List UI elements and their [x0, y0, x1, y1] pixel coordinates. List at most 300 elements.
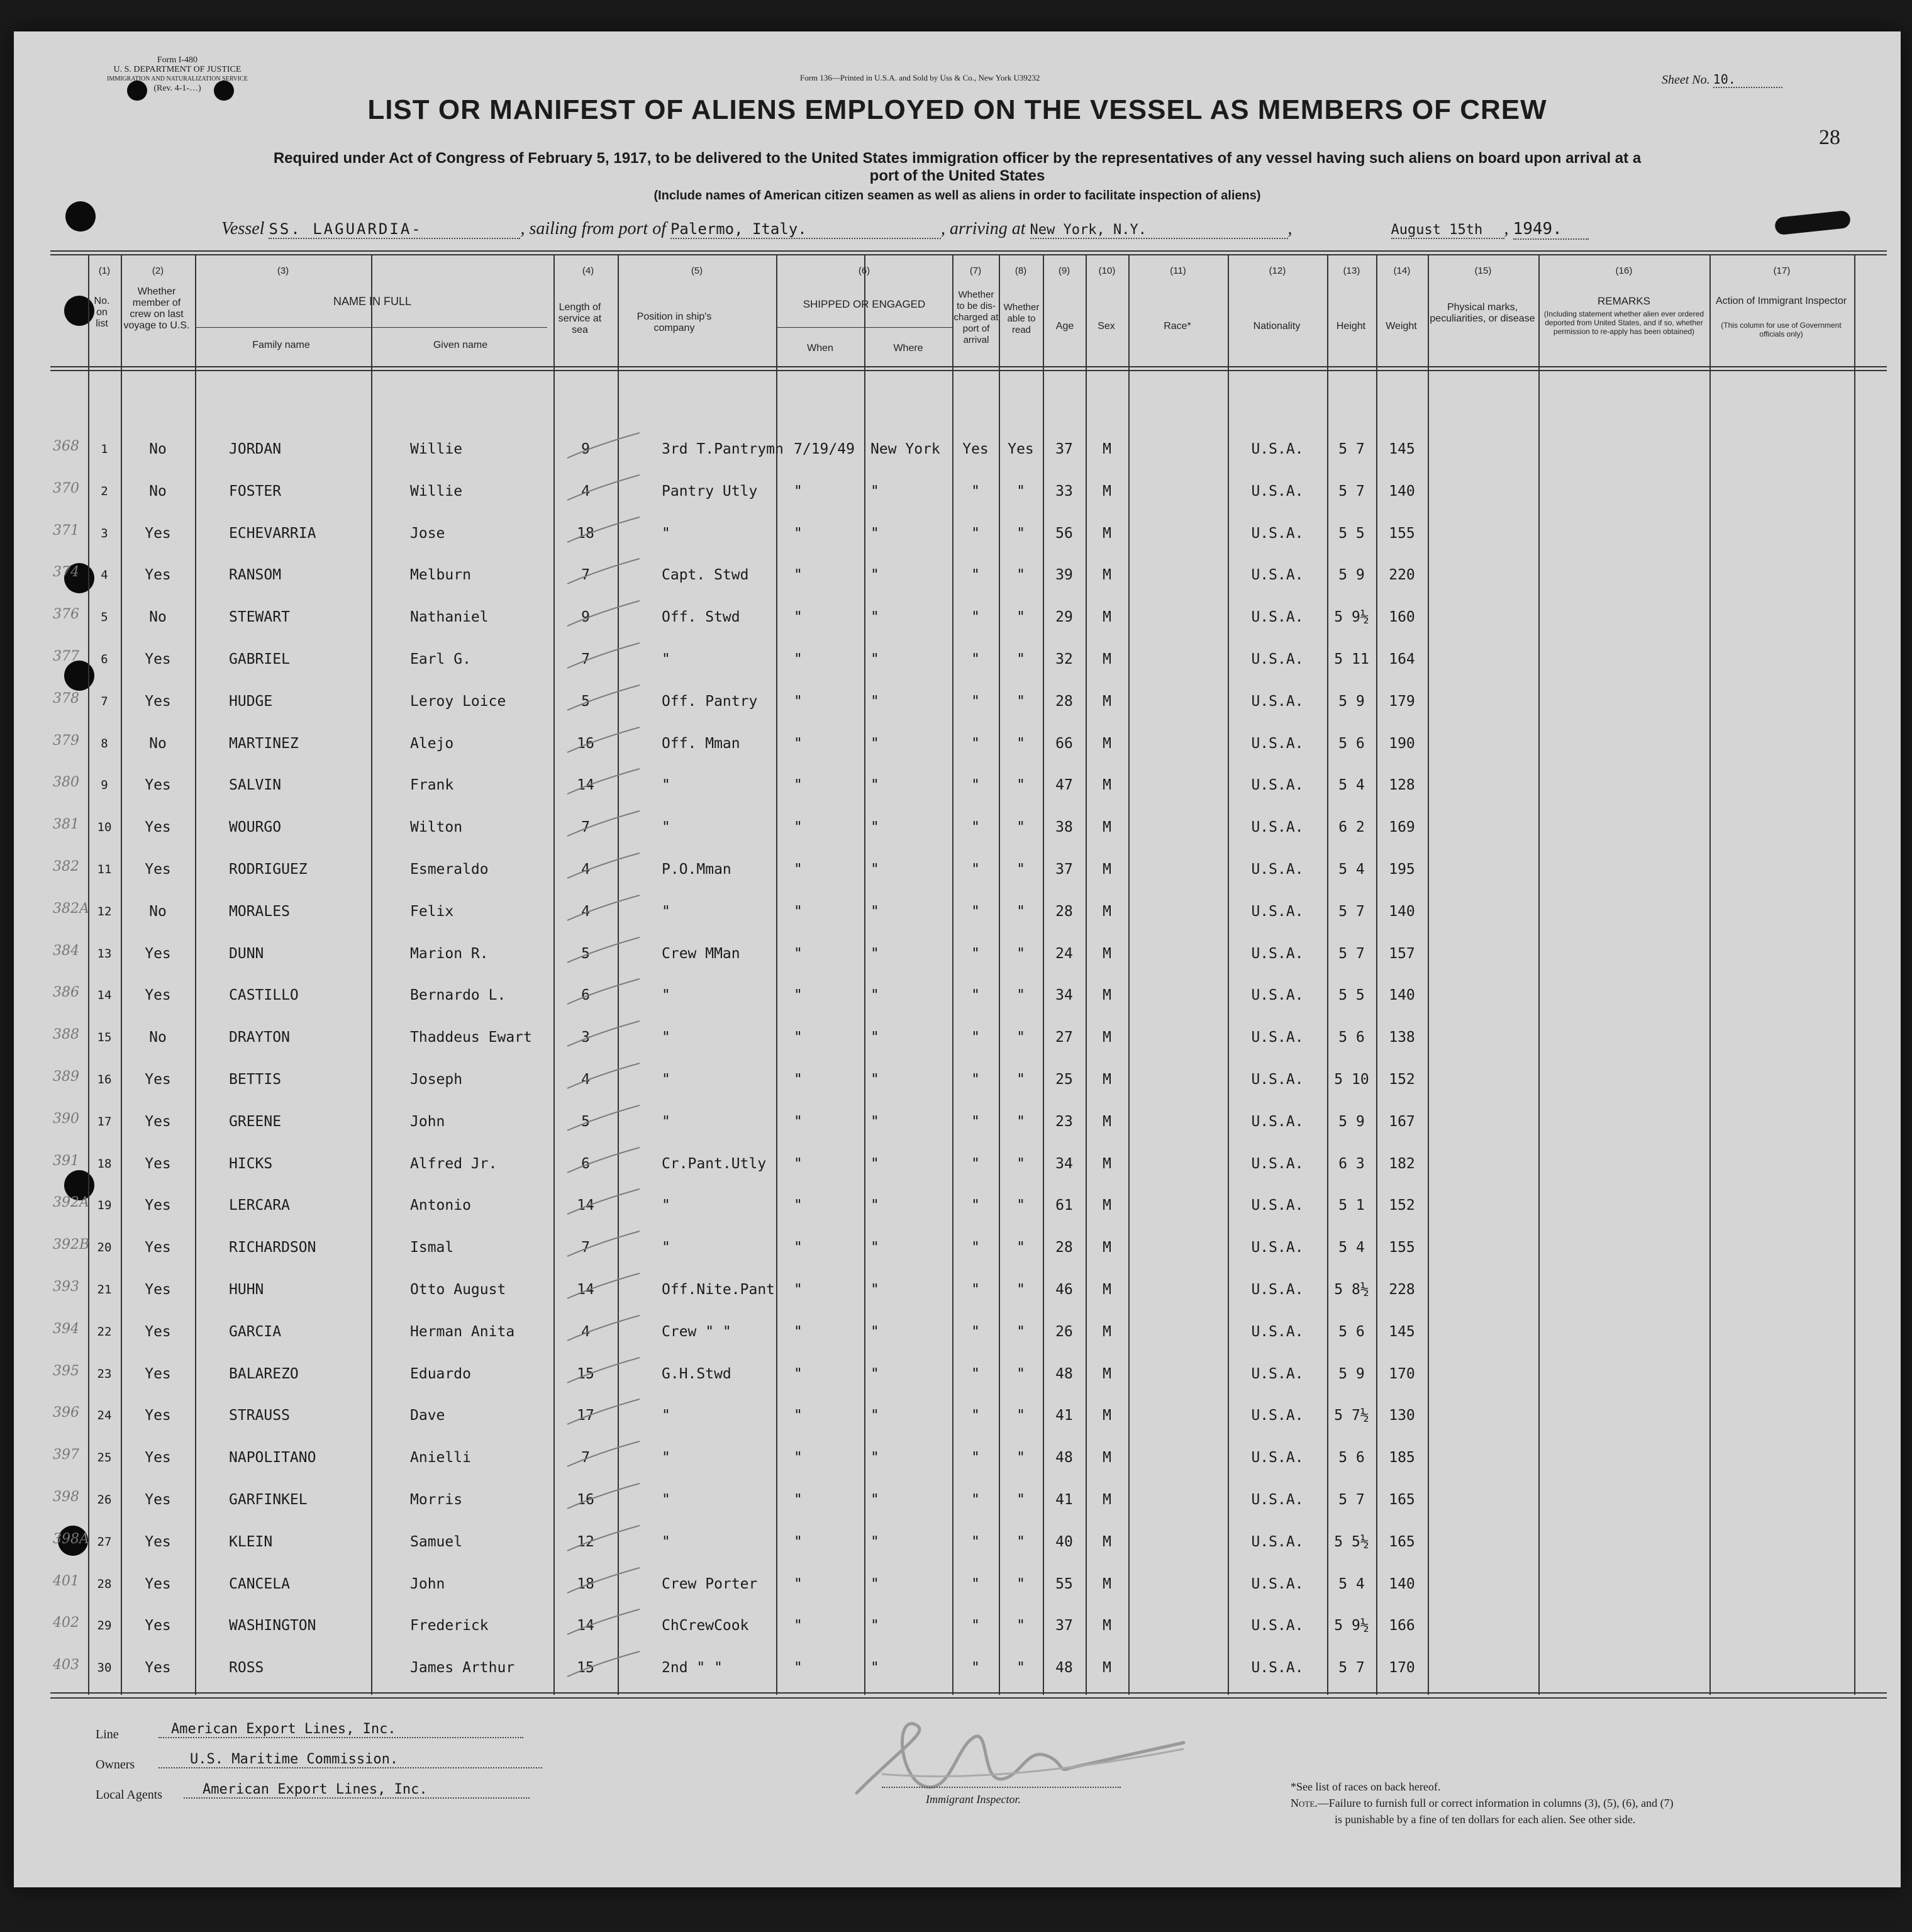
row-shipped-when: " — [794, 1660, 803, 1677]
row-weight: 130 — [1389, 1407, 1415, 1424]
row-able-read: " — [1016, 987, 1025, 1004]
row-number: 23 — [97, 1366, 112, 1381]
row-nationality: U.S.A. — [1251, 1113, 1304, 1130]
row-service-length: 7 — [581, 819, 590, 836]
requirement-line-2: port of the United States — [869, 167, 1045, 184]
row-position: " — [662, 1239, 670, 1256]
note-text: —Failure to furnish full or correct information in columns (3), (5), (6), and (7) — [1317, 1797, 1674, 1809]
row-able-read: " — [1016, 693, 1025, 710]
row-given-name: Felix — [410, 903, 454, 920]
column-rule — [371, 254, 372, 1695]
row-shipped-when: " — [794, 693, 803, 710]
row-family-name: NAPOLITANO — [229, 1449, 316, 1466]
row-discharged: " — [971, 567, 980, 584]
row-number: 25 — [97, 1451, 112, 1465]
row-nationality: U.S.A. — [1251, 777, 1304, 794]
row-family-name: DRAYTON — [229, 1029, 290, 1046]
row-family-name: KLEIN — [229, 1533, 273, 1550]
column-rule — [1043, 254, 1044, 1695]
row-position: " — [662, 651, 670, 667]
row-shipped-when: " — [794, 1323, 803, 1340]
row-age: 47 — [1055, 777, 1073, 794]
row-member: Yes — [145, 1197, 171, 1214]
row-service-length: 7 — [581, 567, 590, 584]
row-sex: M — [1103, 1492, 1111, 1508]
inspector-signature — [831, 1705, 1209, 1806]
row-height: 5 1 — [1338, 1197, 1365, 1214]
row-able-read: " — [1016, 1113, 1025, 1130]
row-sex: M — [1103, 1575, 1111, 1592]
fine-note — [1291, 1797, 1674, 1810]
row-position: " — [662, 1197, 670, 1214]
row-weight: 185 — [1389, 1449, 1415, 1466]
row-nationality: U.S.A. — [1251, 1449, 1304, 1466]
row-height: 5 6 — [1338, 1323, 1365, 1340]
row-shipped-when: " — [794, 1575, 803, 1592]
row-shipped-when: " — [794, 1617, 803, 1634]
row-weight: 179 — [1389, 693, 1415, 710]
row-family-name: ROSS — [229, 1660, 264, 1677]
row-nationality: U.S.A. — [1251, 1575, 1304, 1592]
row-height: 5 8½ — [1334, 1281, 1369, 1298]
row-sex: M — [1103, 1071, 1111, 1088]
row-position: 2nd " " — [662, 1660, 723, 1677]
row-position: Cr.Pant.Utly — [662, 1155, 767, 1172]
row-shipped-where: " — [870, 1113, 879, 1130]
row-age: 24 — [1055, 945, 1073, 962]
row-service-length: 7 — [581, 1449, 590, 1466]
arrival-date: August 15th — [1391, 222, 1504, 239]
row-number: 30 — [97, 1661, 112, 1675]
row-height: 5 4 — [1338, 1239, 1365, 1256]
row-age: 39 — [1055, 567, 1073, 584]
row-sex: M — [1103, 1323, 1111, 1340]
row-family-name: WASHINGTON — [229, 1617, 316, 1634]
row-able-read: Yes — [1008, 441, 1034, 457]
row-shipped-when: " — [794, 1239, 803, 1256]
row-family-name: LERCARA — [229, 1197, 290, 1214]
row-number: 13 — [97, 946, 112, 961]
row-shipped-when: " — [794, 945, 803, 962]
row-height: 5 7 — [1338, 1492, 1365, 1508]
row-pen-number: 379 — [53, 732, 79, 749]
row-member: Yes — [145, 819, 171, 836]
row-nationality: U.S.A. — [1251, 1197, 1304, 1214]
row-number: 26 — [97, 1493, 112, 1507]
row-shipped-where: " — [870, 1071, 879, 1088]
row-able-read: " — [1016, 1281, 1025, 1298]
row-given-name: Melburn — [410, 567, 471, 584]
row-given-name: Herman Anita — [410, 1323, 515, 1340]
row-member: Yes — [145, 1155, 171, 1172]
row-sex: M — [1103, 819, 1111, 836]
row-number: 18 — [97, 1156, 112, 1171]
row-given-name: Antonio — [410, 1197, 471, 1214]
row-pen-number: 396 — [53, 1405, 79, 1421]
row-service-length: 18 — [577, 1575, 594, 1592]
row-shipped-when: " — [794, 1155, 803, 1172]
form-number: Form I-480 — [157, 55, 198, 65]
row-shipped-when: " — [794, 483, 803, 500]
row-member: Yes — [145, 1365, 171, 1382]
row-pen-number: 403 — [53, 1657, 79, 1673]
row-pen-number: 398A — [53, 1531, 89, 1547]
tally-mark — [555, 852, 643, 883]
row-given-name: Alfred Jr. — [410, 1155, 497, 1172]
row-service-length: 18 — [577, 525, 594, 542]
row-position: " — [662, 525, 670, 542]
row-given-name: Frederick — [410, 1617, 489, 1634]
row-sex: M — [1103, 1365, 1111, 1382]
header-where: Where — [893, 343, 923, 354]
departure-port: Palermo, Italy. — [670, 220, 941, 239]
row-number: 5 — [101, 610, 108, 625]
row-shipped-when: " — [794, 1071, 803, 1088]
row-weight: 138 — [1389, 1029, 1415, 1046]
row-number: 15 — [97, 1030, 112, 1045]
row-weight: 228 — [1389, 1281, 1415, 1298]
tally-mark — [555, 1272, 643, 1304]
row-able-read: " — [1016, 1617, 1025, 1634]
row-nationality: U.S.A. — [1251, 1155, 1304, 1172]
column-rule — [1128, 254, 1130, 1695]
header-given-name: Given name — [433, 340, 488, 350]
tally-mark — [555, 936, 643, 968]
row-service-length: 14 — [577, 1617, 594, 1634]
row-discharged: " — [971, 1449, 980, 1466]
row-number: 8 — [101, 736, 108, 751]
row-service-length: 14 — [577, 1197, 594, 1214]
row-position: Off.Nite.Pant — [662, 1281, 775, 1298]
column-number: (16) — [1615, 265, 1633, 276]
row-number: 20 — [97, 1241, 112, 1255]
column-number: (6) — [858, 265, 870, 276]
row-height: 5 6 — [1338, 1029, 1365, 1046]
department: U. S. DEPARTMENT OF JUSTICE — [113, 65, 242, 74]
row-nationality: U.S.A. — [1251, 1492, 1304, 1508]
row-number: 11 — [97, 863, 112, 876]
row-able-read: " — [1016, 777, 1025, 794]
row-member: Yes — [145, 1113, 171, 1130]
column-rule — [195, 254, 196, 1695]
row-pen-number: 382A — [53, 900, 89, 917]
row-service-length: 5 — [581, 693, 590, 710]
row-pen-number: 374 — [53, 564, 79, 581]
row-shipped-when: " — [794, 1492, 803, 1508]
row-given-name: Esmeraldo — [410, 861, 489, 878]
row-number: 21 — [97, 1283, 112, 1297]
row-member: Yes — [145, 1071, 171, 1088]
header-length-service: Length of service at sea — [558, 302, 602, 335]
row-nationality: U.S.A. — [1251, 651, 1304, 667]
row-family-name: FOSTER — [229, 483, 282, 500]
row-height: 5 7½ — [1334, 1407, 1369, 1424]
row-given-name: John — [410, 1575, 445, 1592]
row-position: " — [662, 777, 670, 794]
header-remarks: REMARKS — [1597, 295, 1651, 307]
row-pen-number: 380 — [53, 774, 79, 791]
row-sex: M — [1103, 777, 1111, 794]
row-sex: M — [1103, 1533, 1111, 1550]
row-weight: 145 — [1389, 441, 1415, 457]
row-able-read: " — [1016, 1155, 1025, 1172]
arrival-year: 1949. — [1513, 220, 1589, 240]
column-number: (9) — [1058, 265, 1070, 276]
header-family-name: Family name — [252, 340, 310, 350]
form-id-block — [107, 55, 248, 93]
row-able-read: " — [1016, 651, 1025, 667]
row-pen-number: 394 — [53, 1321, 79, 1337]
row-discharged: " — [971, 777, 980, 794]
row-age: 66 — [1055, 735, 1073, 752]
row-member: Yes — [145, 1239, 171, 1256]
row-pen-number: 368 — [53, 438, 79, 454]
row-shipped-where: " — [870, 1029, 879, 1046]
row-given-name: Willie — [410, 483, 463, 500]
row-pen-number: 384 — [53, 942, 79, 959]
tally-mark — [555, 1524, 643, 1556]
row-shipped-where: " — [870, 1323, 879, 1340]
vessel-name: SS. LAGUARDIA- — [269, 220, 520, 239]
row-number: 6 — [101, 652, 108, 666]
row-given-name: Anielli — [410, 1449, 471, 1466]
column-rule — [1854, 254, 1855, 1695]
row-shipped-when: 7/19/49 — [794, 441, 855, 457]
row-family-name: GREENE — [229, 1113, 282, 1130]
row-shipped-when: " — [794, 819, 803, 836]
row-number: 1 — [101, 442, 108, 456]
row-pen-number: 392A — [53, 1195, 89, 1211]
row-age: 40 — [1055, 1533, 1073, 1550]
row-family-name: STEWART — [229, 609, 290, 626]
row-discharged: " — [971, 1575, 980, 1592]
row-service-length: 14 — [577, 1281, 594, 1298]
row-height: 5 4 — [1338, 777, 1365, 794]
tally-mark — [555, 600, 643, 631]
tally-mark — [555, 1020, 643, 1051]
row-sex: M — [1103, 1029, 1111, 1046]
header-remarks-note: (Including statement whether alien ever ordered deported from United States, and if so, whether permission to re-apply has been obtained) — [1543, 310, 1704, 336]
row-weight: 157 — [1389, 945, 1415, 962]
row-shipped-where: " — [870, 1533, 879, 1550]
row-sex: M — [1103, 1113, 1111, 1130]
row-shipped-where: " — [870, 1575, 879, 1592]
row-given-name: Frank — [410, 777, 454, 794]
row-shipped-where: New York — [870, 441, 940, 457]
row-member: Yes — [145, 945, 171, 962]
row-discharged: " — [971, 525, 980, 542]
row-family-name: STRAUSS — [229, 1407, 290, 1424]
row-height: 5 9 — [1338, 1365, 1365, 1382]
column-rule — [1086, 254, 1087, 1695]
row-height: 5 6 — [1338, 1449, 1365, 1466]
row-height: 5 9 — [1338, 1113, 1365, 1130]
sheet-number-label — [1662, 72, 1782, 88]
row-given-name: Otto August — [410, 1281, 506, 1298]
tally-mark — [555, 810, 643, 841]
row-sex: M — [1103, 483, 1111, 500]
row-height: 5 7 — [1338, 441, 1365, 457]
row-nationality: U.S.A. — [1251, 609, 1304, 626]
row-number: 16 — [97, 1073, 112, 1086]
row-shipped-where: " — [870, 945, 879, 962]
row-able-read: " — [1016, 861, 1025, 878]
row-pen-number: 401 — [53, 1573, 79, 1589]
row-position: Crew MMan — [662, 945, 740, 962]
row-position: " — [662, 1492, 670, 1508]
row-service-length: 5 — [581, 1113, 590, 1130]
row-sex: M — [1103, 987, 1111, 1004]
row-discharged: " — [971, 483, 980, 500]
tally-mark — [555, 432, 643, 463]
row-pen-number: 376 — [53, 606, 79, 623]
row-shipped-where: " — [870, 1617, 879, 1634]
row-discharged: " — [971, 609, 980, 626]
row-discharged: " — [971, 1617, 980, 1634]
row-discharged: " — [971, 1407, 980, 1424]
tally-mark — [555, 516, 643, 547]
row-sex: M — [1103, 525, 1111, 542]
column-number: (5) — [691, 265, 703, 276]
row-shipped-where: " — [870, 1239, 879, 1256]
row-member: No — [149, 483, 167, 500]
row-shipped-when: " — [794, 1407, 803, 1424]
row-age: 48 — [1055, 1660, 1073, 1677]
row-discharged: Yes — [962, 441, 989, 457]
row-member: Yes — [145, 1407, 171, 1424]
tally-mark — [555, 1608, 643, 1639]
row-service-length: 17 — [577, 1407, 594, 1424]
header-age: Age — [1055, 321, 1074, 332]
row-member: Yes — [145, 1492, 171, 1508]
row-member: Yes — [145, 777, 171, 794]
row-shipped-where: " — [870, 693, 879, 710]
row-age: 61 — [1055, 1197, 1073, 1214]
row-family-name: WOURGO — [229, 819, 282, 836]
row-shipped-where: " — [870, 525, 879, 542]
row-able-read: " — [1016, 1575, 1025, 1592]
row-pen-number: 395 — [53, 1363, 79, 1379]
row-nationality: U.S.A. — [1251, 945, 1304, 962]
row-service-length: 7 — [581, 1239, 590, 1256]
row-able-read: " — [1016, 1029, 1025, 1046]
row-nationality: U.S.A. — [1251, 1029, 1304, 1046]
row-family-name: RANSOM — [229, 567, 282, 584]
row-weight: 170 — [1389, 1660, 1415, 1677]
vessel-label: Vessel — [221, 219, 265, 238]
row-pen-number: 390 — [53, 1110, 79, 1127]
row-family-name: JORDAN — [229, 441, 282, 457]
header-nationality: Nationality — [1253, 321, 1301, 332]
page-stamp: 28 — [1819, 126, 1840, 149]
row-age: 46 — [1055, 1281, 1073, 1298]
row-member: Yes — [145, 693, 171, 710]
header-physical: Physical marks, peculiarities, or disease — [1430, 302, 1535, 324]
header-member: Whether member of crew on last voyage to U.S. — [123, 286, 190, 331]
tally-mark — [555, 1146, 643, 1178]
row-discharged: " — [971, 735, 980, 752]
row-age: 55 — [1055, 1575, 1073, 1592]
row-weight: 160 — [1389, 609, 1415, 626]
row-shipped-where: " — [870, 777, 879, 794]
row-service-length: 6 — [581, 1155, 590, 1172]
tally-mark — [555, 1650, 643, 1682]
row-position: ChCrewCook — [662, 1617, 749, 1634]
row-able-read: " — [1016, 735, 1025, 752]
row-service-length: 14 — [577, 777, 594, 794]
row-discharged: " — [971, 651, 980, 667]
row-given-name: John — [410, 1113, 445, 1130]
row-nationality: U.S.A. — [1251, 1281, 1304, 1298]
row-member: No — [149, 1029, 167, 1046]
row-pen-number: 378 — [53, 690, 79, 706]
row-given-name: James Arthur — [410, 1660, 515, 1677]
row-discharged: " — [971, 987, 980, 1004]
row-age: 48 — [1055, 1365, 1073, 1382]
row-able-read: " — [1016, 1533, 1025, 1550]
row-number: 4 — [101, 568, 108, 583]
row-family-name: HICKS — [229, 1155, 273, 1172]
row-pen-number: 391 — [53, 1153, 79, 1169]
row-sex: M — [1103, 693, 1111, 710]
row-sex: M — [1103, 441, 1111, 457]
tally-mark — [555, 684, 643, 715]
row-shipped-where: " — [870, 903, 879, 920]
header-shipped-engaged: SHIPPED OR ENGAGED — [803, 298, 926, 310]
row-shipped-where: " — [870, 1197, 879, 1214]
row-age: 34 — [1055, 1155, 1073, 1172]
row-age: 34 — [1055, 987, 1073, 1004]
fine-note-2: is punishable by a fine of ten dollars for each alien. See other side. — [1335, 1813, 1636, 1826]
row-height: 6 3 — [1338, 1155, 1365, 1172]
row-weight: 145 — [1389, 1323, 1415, 1340]
tally-mark — [555, 1230, 643, 1261]
row-able-read: " — [1016, 1407, 1025, 1424]
row-service-length: 4 — [581, 903, 590, 920]
row-member: Yes — [145, 861, 171, 878]
row-shipped-when: " — [794, 1029, 803, 1046]
header-action-note: (This column for use of Government officials only) — [1721, 321, 1842, 338]
row-service-length: 9 — [581, 609, 590, 626]
row-height: 5 9½ — [1334, 609, 1369, 626]
row-given-name: Leroy Loice — [410, 693, 506, 710]
row-height: 5 6 — [1338, 735, 1365, 752]
row-pen-number: 402 — [53, 1615, 79, 1631]
row-pen-number: 381 — [53, 817, 79, 833]
row-given-name: Willie — [410, 441, 463, 457]
row-weight: 169 — [1389, 819, 1415, 836]
row-able-read: " — [1016, 567, 1025, 584]
row-nationality: U.S.A. — [1251, 1323, 1304, 1340]
column-number: (13) — [1343, 265, 1360, 276]
sheet-label: Sheet No. — [1662, 73, 1710, 87]
row-member: No — [149, 735, 167, 752]
row-age: 32 — [1055, 651, 1073, 667]
tally-mark — [555, 894, 643, 925]
row-able-read: " — [1016, 945, 1025, 962]
tally-mark — [555, 768, 643, 799]
row-shipped-where: " — [870, 1492, 879, 1508]
row-family-name: BETTIS — [229, 1071, 282, 1088]
row-given-name: Joseph — [410, 1071, 463, 1088]
row-discharged: " — [971, 903, 980, 920]
row-discharged: " — [971, 1113, 980, 1130]
column-rule — [999, 254, 1000, 1695]
row-discharged: " — [971, 1029, 980, 1046]
row-position: Crew Porter — [662, 1575, 758, 1592]
header-height: Height — [1336, 321, 1366, 332]
row-shipped-where: " — [870, 1281, 879, 1298]
